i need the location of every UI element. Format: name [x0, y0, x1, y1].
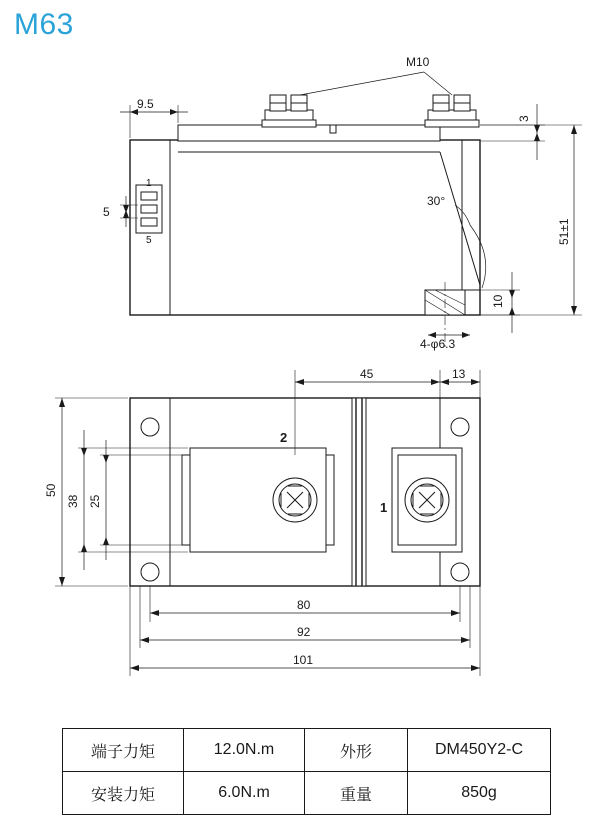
front-view [103, 55, 582, 351]
cell-weight-label: 重量 [305, 772, 408, 815]
cell-model-label: 外形 [305, 729, 408, 772]
cell-torque-mount-label: 安装力矩 [63, 772, 184, 815]
dim-5: 5 [103, 205, 110, 219]
m10-callout: M10 [406, 55, 430, 69]
dim-9-5: 9.5 [137, 97, 154, 111]
dim-80: 80 [297, 598, 311, 612]
cell-torque-terminal-label: 端子力矩 [63, 729, 184, 772]
cell-model-value: DM450Y2-C [408, 729, 551, 772]
table-row [63, 772, 551, 815]
hole-callout: 4-φ6.3 [420, 337, 456, 351]
dim-13: 13 [452, 367, 466, 381]
dim-10: 10 [491, 294, 505, 308]
dim-25: 25 [88, 494, 102, 508]
pin-5-label: 5 [146, 235, 152, 246]
bottom-view [44, 367, 480, 676]
dim-50: 50 [44, 483, 58, 497]
terminal-1-label: 1 [380, 500, 388, 515]
terminal-bolt-left [262, 95, 316, 127]
cell-torque-mount-value: 6.0N.m [184, 772, 305, 815]
dim-101: 101 [293, 653, 314, 667]
cell-torque-terminal-value: 12.0N.m [184, 729, 305, 772]
dim-38: 38 [66, 494, 80, 508]
dim-45: 45 [360, 367, 374, 381]
screw-right [405, 478, 449, 522]
table-row [63, 729, 551, 772]
terminal-2-label: 2 [280, 430, 288, 445]
spec-table [62, 728, 551, 815]
page-title: M63 [14, 8, 74, 41]
screw-left [273, 478, 317, 522]
dim-51: 51±1 [557, 218, 571, 245]
terminal-bolt-right [425, 95, 479, 127]
pin-1-label: 1 [146, 178, 152, 189]
cell-weight-value: 850g [408, 772, 551, 815]
dim-3: 3 [517, 115, 531, 122]
dim-92: 92 [297, 625, 311, 639]
angle-label: 30° [427, 194, 446, 208]
